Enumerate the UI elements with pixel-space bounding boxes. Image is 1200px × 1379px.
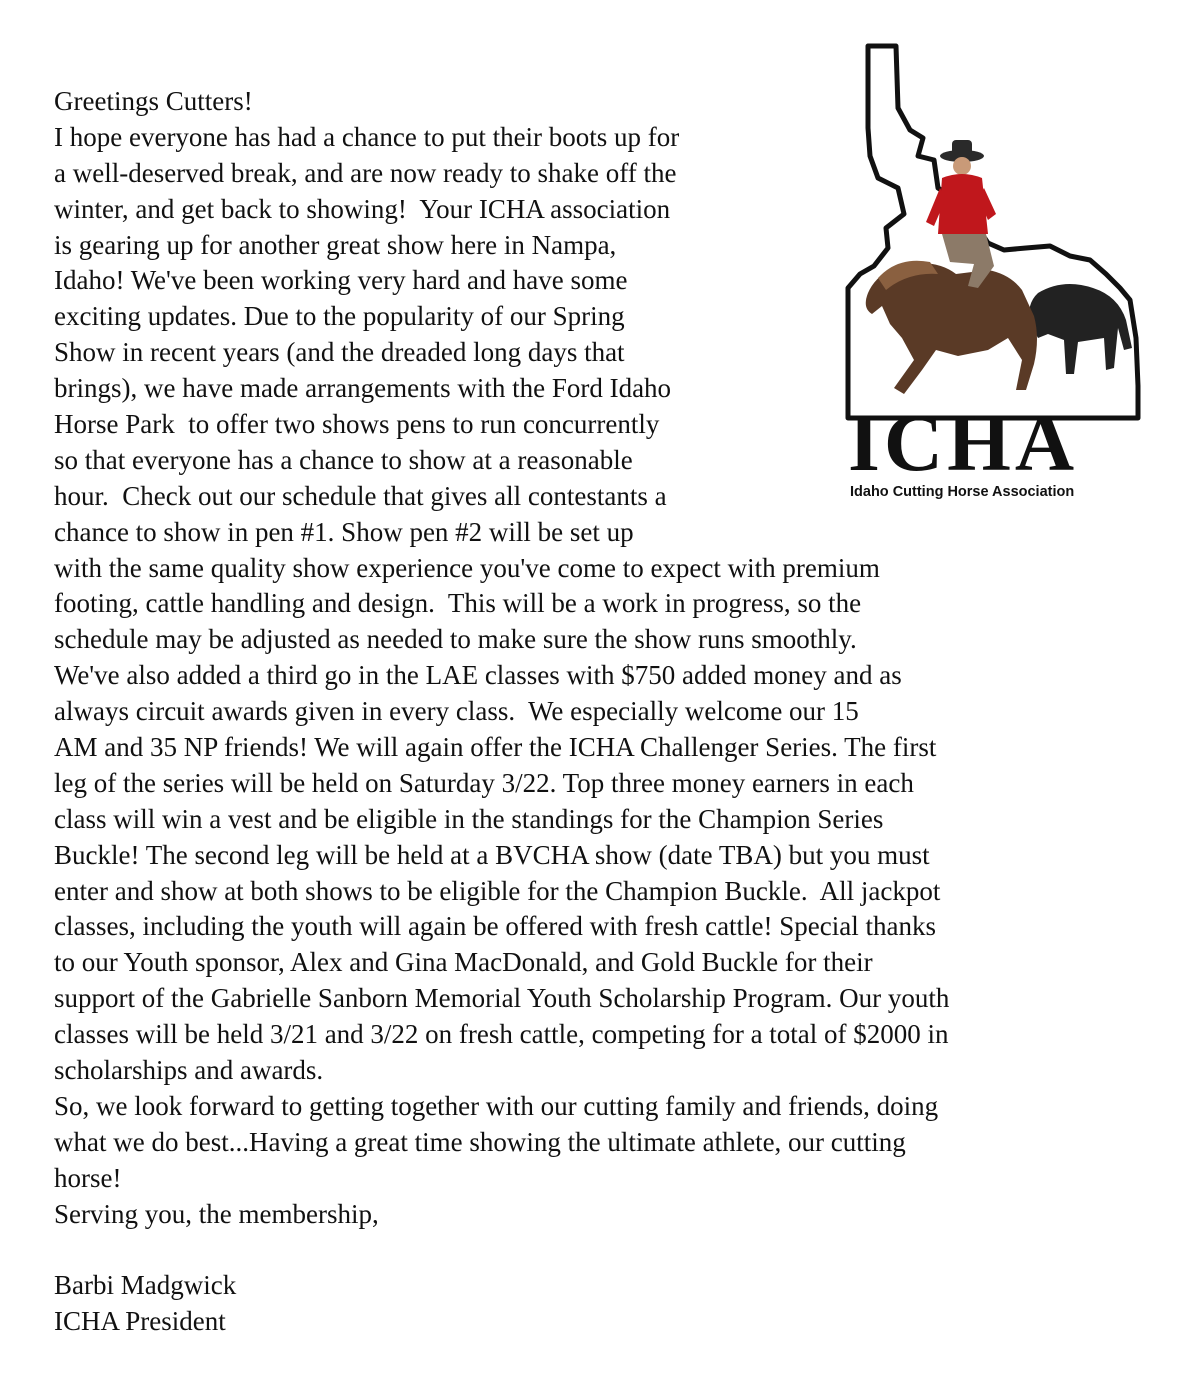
letter-line: schedule may be adjusted as needed to make sure the show runs smoothly. — [54, 624, 857, 655]
signature-title: ICHA President — [54, 1306, 226, 1337]
letter-line: what we do best...Having a great time showing the ultimate athlete, our cutting — [54, 1126, 906, 1157]
letter-line: always circuit awards given in every class. We especially welcome our 15 — [54, 696, 859, 727]
closing: Serving you, the membership, — [54, 1198, 379, 1229]
letter-line: chance to show in pen #1. Show pen #2 will be set up — [54, 516, 634, 547]
letter-line: hour. Check out our schedule that gives all contestants a — [54, 480, 667, 511]
letter-line: classes will be held 3/21 and 3/22 on fresh cattle, competing for a total of $2000 in — [54, 1019, 949, 1050]
letter-line: Idaho! We've been working very hard and have some — [54, 265, 628, 296]
letter-line: winter, and get back to showing! Your ICHA association — [54, 193, 671, 224]
letter-line: Buckle! The second leg will be held at a BVCHA show (date TBA) but you must — [54, 839, 930, 870]
greeting: Greetings Cutters! — [54, 86, 253, 116]
letter-line: classes, including the youth will again be offered with fresh cattle! Special thanks — [54, 911, 936, 942]
letter-body — [54, 84, 1164, 1340]
letter-line: support of the Gabrielle Sanborn Memorial Youth Scholarship Program. Our youth — [54, 983, 950, 1014]
letter-line: with the same quality show experience you've come to expect with premium — [54, 552, 880, 583]
letter-line: so that everyone has a chance to show at a reasonable — [54, 444, 633, 475]
letter-line: Horse Park to offer two shows pens to run concurrently — [54, 409, 660, 440]
letter-line: So, we look forward to getting together with our cutting family and friends, doing — [54, 1090, 939, 1121]
letter-line: Show in recent years (and the dreaded long days that — [54, 337, 625, 368]
letter-line: We've also added a third go in the LAE classes with $750 added money and as — [54, 660, 902, 691]
letter-line: enter and show at both shows to be eligible for the Champion Buckle. All jackpot — [54, 875, 941, 906]
signature-name: Barbi Madgwick — [54, 1270, 237, 1301]
letter-line: a well-deserved break, and are now ready to shake off the — [54, 157, 677, 188]
logo-fullname-text: Idaho Cutting Horse Association — [850, 484, 1075, 500]
letter-line: to our Youth sponsor, Alex and Gina MacDonald, and Gold Buckle for their — [54, 947, 873, 978]
letter-line: I hope everyone has had a chance to put their boots up for — [54, 121, 680, 152]
letter-line: scholarships and awards. — [54, 1055, 324, 1086]
letter-line: class will win a vest and be eligible in the standings for the Champion Series — [54, 803, 884, 834]
blank-line — [54, 1233, 1164, 1269]
letter-line: footing, cattle handling and design. This will be a work in progress, so the — [54, 588, 862, 619]
letter-line: leg of the series will be held on Saturday 3/22. Top three money earners in each — [54, 767, 914, 798]
letter-line: is gearing up for another great show here in Nampa, — [54, 229, 617, 260]
letter-line: horse! — [54, 1162, 122, 1193]
letter-line: AM and 35 NP friends! We will again offer the ICHA Challenger Series. The first — [54, 732, 937, 763]
letter-line: brings), we have made arrangements with the Ford Idaho — [54, 373, 672, 404]
logo-acronym-text: ICHA — [848, 397, 1079, 488]
letter-line: exciting updates. Due to the popularity of our Spring — [54, 301, 625, 332]
